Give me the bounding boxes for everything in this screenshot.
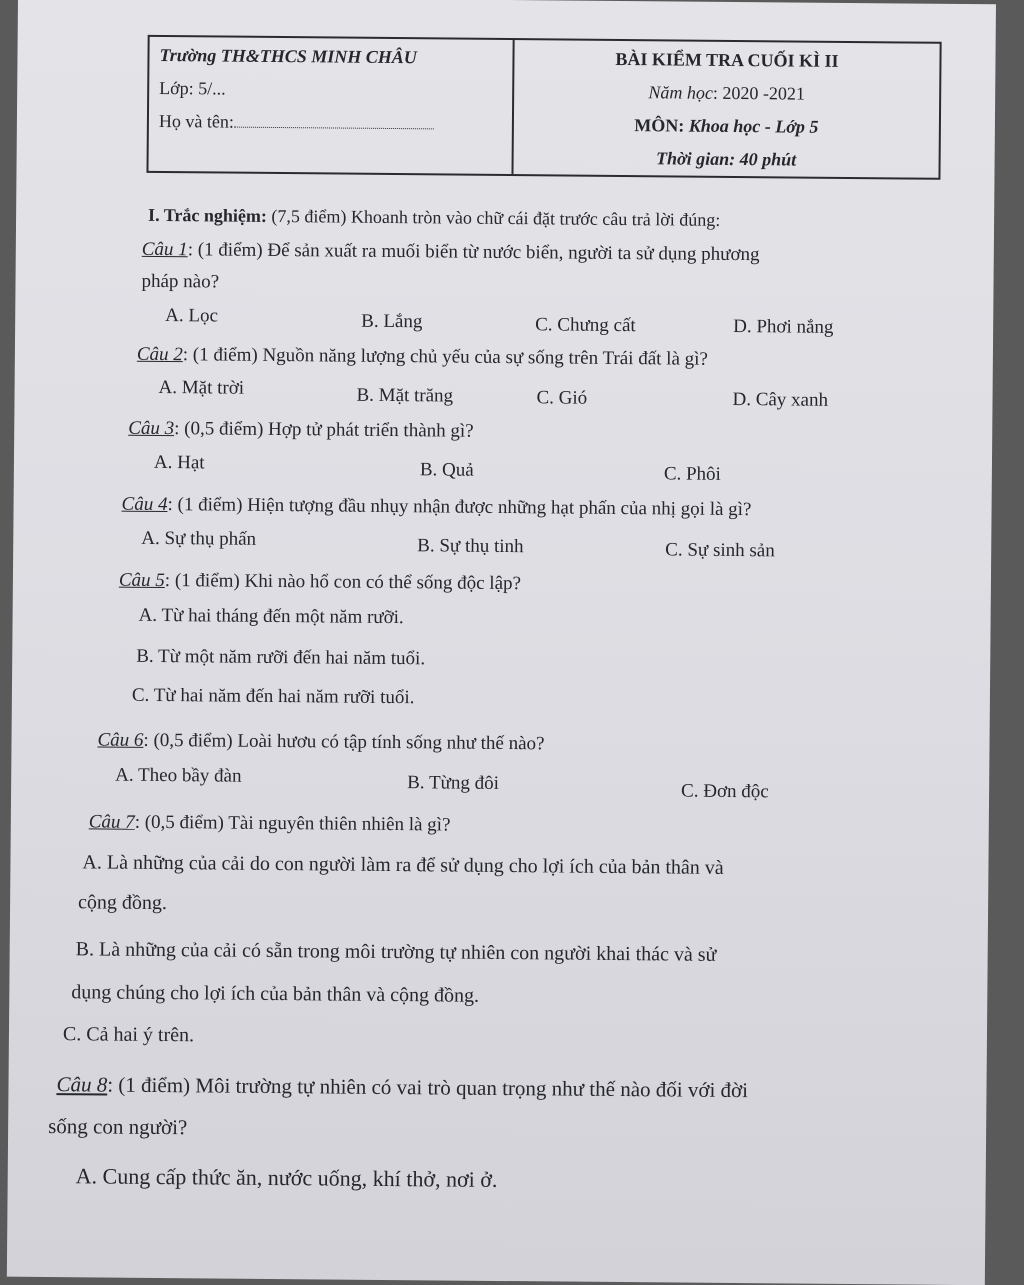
q5-option-a: A. Từ hai tháng đến một năm rưỡi. [138, 604, 404, 629]
q1-option-a: A. Lọc [165, 305, 219, 327]
q7-option-a-cont: cộng đồng. [78, 891, 168, 915]
time-limit: Thời gian: 40 phút [655, 148, 797, 170]
q2-option-b: B. Mặt trăng [356, 384, 454, 407]
subject [524, 110, 929, 147]
q2-option-a: A. Mặt trời [158, 376, 245, 399]
header-left-cell [148, 37, 514, 174]
q7-option-a: A. Là những của cải do con người làm ra để sử dụng cho lợi ích của bản thân và [82, 851, 724, 879]
question-3: Câu 3: (0,5 điểm) Hợp tử phát triển thành gì? [128, 417, 474, 442]
q2-option-c: C. Gió [536, 387, 588, 409]
q5-option-b: B. Từ một năm rưỡi đến hai năm tuổi. [136, 645, 426, 670]
q3-option-a: A. Hạt [153, 451, 205, 474]
q3-option-c: C. Phôi [663, 463, 721, 485]
question-1-line2: pháp nào? [141, 270, 220, 293]
q6-option-a: A. Theo bầy đàn [115, 764, 242, 787]
year-label: Năm học [648, 82, 714, 103]
subject-value: Khoa học - Lớp 5 [688, 115, 819, 137]
q1-option-b: B. Lắng [361, 310, 423, 333]
question-7: Câu 7: (0,5 điểm) Tài nguyên thiên nhiên là gì? [88, 811, 451, 836]
subject-label: MÔN: [634, 115, 685, 136]
question-6: Câu 6: (0,5 điểm) Loài hươu có tập tính sống như thế nào? [97, 729, 545, 755]
name-label: Họ và tên: [158, 110, 234, 132]
class-label: Lớp: 5/... [159, 77, 226, 99]
question-1: Câu 1: (1 điểm) Để sản xuất ra muối biển từ nước biển, người ta sử dụng phương [141, 238, 760, 266]
q7-option-c: C. Cả hai ý trên. [62, 1023, 195, 1047]
exam-paper [7, 0, 996, 1285]
question-2: Câu 2: (1 điểm) Nguồn năng lượng chủ yếu của sự sống trên Trái đất là gì? [136, 343, 708, 370]
question-8: Câu 8: (1 điểm) Môi trường tự nhiên có vai trò quan trọng như thế nào đối với đời [56, 1072, 749, 1103]
q6-option-c: C. Đơn độc [681, 780, 769, 803]
year-value: : 2020 -2021 [712, 82, 806, 104]
q5-option-c: C. Từ hai năm đến hai năm rưỡi tuổi. [131, 684, 415, 709]
q4-option-b: B. Sự thụ tinh [417, 535, 524, 558]
q7-option-b-cont: dụng chúng cho lợi ích của bản thân và cộng đồng. [71, 981, 480, 1007]
q3-option-b: B. Quả [419, 459, 474, 481]
section-heading: I. Trắc nghiệm: (7,5 điểm) Khoanh tròn vào chữ cái đặt trước câu trả lời đúng: [148, 204, 721, 230]
school-name: Trường TH&THCS MINH CHÂU [159, 44, 417, 68]
q1-option-c: C. Chưng cất [535, 314, 636, 337]
header-table [146, 35, 941, 180]
header-right-cell [513, 40, 939, 178]
q2-option-d: D. Cây xanh [732, 388, 829, 411]
q8-option-a: A. Cung cấp thức ăn, nước uống, khí thở, nơi ở. [75, 1163, 498, 1192]
question-5: Câu 5: (1 điểm) Khi nào hổ con có thể sống độc lập? [118, 569, 522, 595]
name-blank [234, 111, 434, 130]
school-year [524, 77, 929, 114]
question-8-line2: sống con người? [48, 1114, 188, 1140]
question-4: Câu 4: (1 điểm) Hiện tượng đầu nhụy nhận được những hạt phấn của nhị gọi là gì? [121, 493, 752, 521]
q4-option-a: A. Sự thụ phấn [141, 527, 257, 550]
q6-option-b: B. Từng đôi [407, 772, 500, 794]
q7-option-b: B. Là những của cải có sẵn trong môi trường tự nhiên con người khai thác và sử [75, 938, 717, 966]
student-name-field [159, 107, 502, 143]
q4-option-c: C. Sự sinh sản [665, 539, 775, 562]
exam-title: BÀI KIỂM TRA CUỐI KÌ II [615, 48, 839, 71]
q1-option-d: D. Phơi nắng [733, 315, 834, 338]
